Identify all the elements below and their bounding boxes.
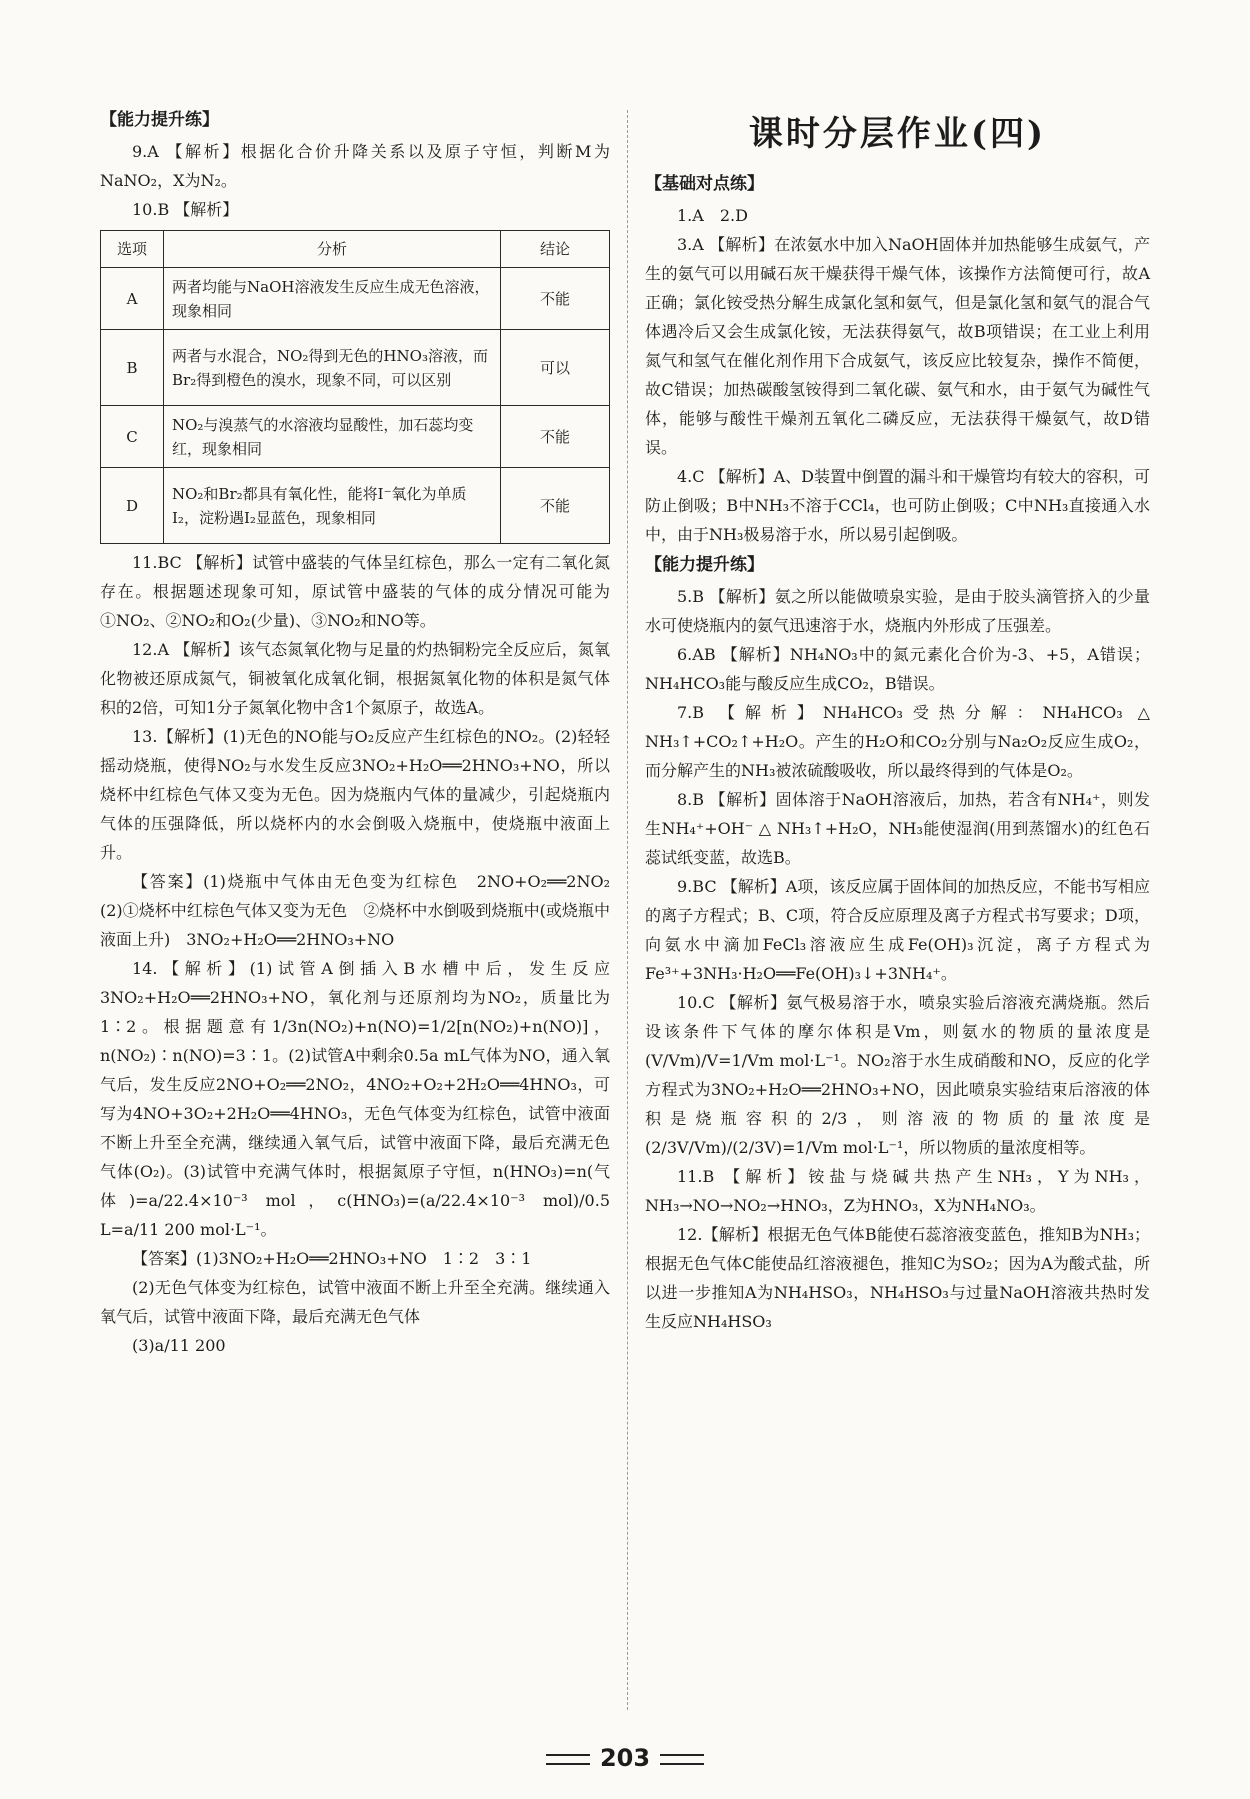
table-header: 选项 [101, 231, 164, 268]
table-row [101, 406, 610, 468]
answer-9: 9.A 【解析】根据化合价升降关系以及原子守恒，判断M为NaNO₂，X为N₂。 [100, 142, 610, 190]
answer-7: 7.B 【解析】NH₄HCO₃受热分解：NH₄HCO₃ △ NH₃↑+CO₂↑+H₂O。产生的H₂O和CO₂分别与Na₂O₂反应生成O₂，而分解产生的NH₃被浓硫酸吸收，所以最终得到的气体是O₂。 [645, 703, 1150, 780]
answer-14-analysis: 14.【解析】(1)试管A倒插入B水槽中后，发生反应3NO₂+H₂O══2HNO₃+NO，氧化剂与还原剂均为NO₂，质量比为1∶2。根据题意有1/3n(NO₂)+n(NO)=1/2[n(NO₂)+n(NO)]，n(NO₂)∶n(NO)=3∶1。(2)试管A中剩余0.5a mL气体为NO，通入氧气后，发生反应2NO+O₂══2NO₂，4NO₂+O₂+2H₂O══4HNO₃，可写为4NO+3O₂+2H₂O══4HNO₃，无色气体变为红棕色，试管中液面不断上升至全充满，继续通入氧气后，试管中液面下降，最后充满无色气体(O₂)。(3)试管中充满气体时，根据氮原子守恒，n(HNO₃)=n(气体)=a/22.4×10⁻³ mol，c(HNO₃)=(a/22.4×10⁻³ mol)/0.5 L=a/11 200 mol·L⁻¹。 [100, 959, 610, 1239]
section-heading-ability: 【能力提升练】 [645, 555, 764, 575]
table-cell-analysis: NO₂和Br₂都具有氧化性，能将I⁻氧化为单质I₂，淀粉遇I₂显蓝色，现象相同 [164, 468, 501, 544]
answer-11: 11.B 【解析】铵盐与烧碱共热产生NH₃，Y为NH₃，NH₃→NO→NO₂→HNO₃，Z为HNO₃，X为NH₄NO₃。 [645, 1167, 1150, 1215]
table-cell-analysis: 两者均能与NaOH溶液发生反应生成无色溶液，现象相同 [164, 268, 501, 330]
page-number [0, 1744, 1250, 1772]
page-number-ornament-left [546, 1754, 590, 1765]
answer-10: 10.B 【解析】 [132, 200, 239, 219]
table-cell-option: A [101, 268, 164, 330]
table-row [101, 330, 610, 406]
table-cell-conclusion: 不能 [501, 468, 610, 544]
table-cell-option: D [101, 468, 164, 544]
right-column [645, 104, 1150, 1336]
table-cell-analysis: 两者与水混合，NO₂得到无色的HNO₃溶液，而Br₂得到橙色的溴水，现象不同，可以区别 [164, 330, 501, 406]
table-row [101, 468, 610, 544]
answer-12: 12.【解析】根据无色气体B能使石蕊溶液变蓝色，推知B为NH₃；根据无色气体C能使品红溶液褪色，推知C为SO₂；因为A为酸式盐，所以进一步推知A为NH₄HSO₃，NH₄HSO₃与过量NaOH溶液共热时发生反应NH₄HSO₃ [645, 1225, 1150, 1331]
table-header: 结论 [501, 231, 610, 268]
answer-14-answer-3: (3)a/11 200 [132, 1336, 226, 1355]
analysis-table [100, 230, 610, 544]
answer-8: 8.B 【解析】固体溶于NaOH溶液后，加热，若含有NH₄⁺，则发生NH₄⁺+OH⁻ △ NH₃↑+H₂O，NH₃能使湿润(用到蒸馏水)的红色石蕊试纸变蓝，故选B。 [645, 790, 1150, 867]
answer-9: 9.BC 【解析】A项，该反应属于固体间的加热反应，不能书写相应的离子方程式；B、C项，符合反应原理及离子方程式书写要求；D项，向氨水中滴加FeCl₃溶液应生成Fe(OH)₃沉淀，离子方程式为Fe³⁺+3NH₃·H₂O══Fe(OH)₃↓+3NH₄⁺。 [645, 877, 1150, 983]
answer-11: 11.BC 【解析】试管中盛装的气体呈红棕色，那么一定有二氧化氮存在。根据题述现象可知，原试管中盛装的气体的成分情况可能为①NO₂、②NO₂和O₂(少量)、③NO₂和NO等。 [100, 553, 610, 630]
answer-6: 6.AB 【解析】NH₄NO₃中的氮元素化合价为-3、+5，A错误；NH₄HCO₃能与酸反应生成CO₂，B错误。 [645, 645, 1150, 693]
answer-3: 3.A 【解析】在浓氨水中加入NaOH固体并加热能够生成氨气，产生的氨气可以用碱石灰干燥获得干燥气体，该操作方法简便可行，故A正确；氯化铵受热分解生成氯化氢和氨气，但是氯化氢和氨气的混合气体遇冷后又会生成氯化铵，无法获得氨气，故B项错误；在工业上利用氮气和氢气在催化剂作用下合成氨气，该反应比较复杂，操作不简便，故C错误；加热碳酸氢铵得到二氧化碳、氨气和水，由于氨气为碱性气体，能够与酸性干燥剂五氧化二磷反应，无法获得干燥氨气，故D错误。 [645, 235, 1150, 457]
answer-13-analysis: 13.【解析】(1)无色的NO能与O₂反应产生红棕色的NO₂。(2)轻轻摇动烧瓶，使得NO₂与水发生反应3NO₂+H₂O══2HNO₃+NO，所以烧杯中红棕色气体又变为无色。因为烧瓶内气体的量减少，引起烧瓶内气体的压强降低，所以烧杯内的水会倒吸入烧瓶中，使烧瓶中液面上升。 [100, 727, 610, 862]
answer-5: 5.B 【解析】氨之所以能做喷泉实验，是由于胶头滴管挤入的少量水可使烧瓶内的氨气迅速溶于水，烧瓶内外形成了压强差。 [645, 587, 1150, 635]
answer-10: 10.C 【解析】氨气极易溶于水，喷泉实验后溶液充满烧瓶。然后设该条件下气体的摩尔体积是Vm，则氨水的物质的量浓度是(V/Vm)/V=1/Vm mol·L⁻¹。NO₂溶于水生成硝酸和NO，反应的化学方程式为3NO₂+H₂O══2HNO₃+NO，因此喷泉实验结束后溶液的体积是烧瓶容积的2/3，则溶液的物质的量浓度是(2/3V/Vm)/(2/3V)=1/Vm mol·L⁻¹，所以物质的量浓度相等。 [645, 993, 1150, 1157]
answer-1-2: 1.A 2.D [677, 206, 748, 225]
answer-4: 4.C 【解析】A、D装置中倒置的漏斗和干燥管均有较大的容积，可防止倒吸；B中NH₃不溶于CCl₄，也可防止倒吸；C中NH₃直接通入水中，由于NH₃极易溶于水，所以易引起倒吸。 [645, 467, 1150, 544]
column-divider [627, 110, 628, 1710]
table-row [101, 268, 610, 330]
page-number-ornament-right [660, 1754, 704, 1765]
section-heading-basic: 【基础对点练】 [645, 174, 764, 194]
table-header-row [101, 231, 610, 268]
answer-13-answer: 【答案】(1)烧瓶中气体由无色变为红棕色 2NO+O₂══2NO₂ (2)①烧杯中红棕色气体又变为无色 ②烧杯中水倒吸到烧瓶中(或烧瓶中液面上升) 3NO₂+H₂O══2HNO₃+NO [100, 872, 627, 949]
page-number-text: 203 [599, 1744, 651, 1772]
answer-14-answer-2: (2)无色气体变为红棕色，试管中液面不断上升至全充满。继续通入氧气后，试管中液面下降，最后充满无色气体 [100, 1278, 610, 1326]
table-cell-analysis: NO₂与溴蒸气的水溶液均显酸性，加石蕊均变红，现象相同 [164, 406, 501, 468]
answer-12: 12.A 【解析】该气态氮氧化物与足量的灼热铜粉完全反应后，氮氧化物被还原成氮气，铜被氧化成氧化铜，根据氮氧化物的体积是氮气体积的2倍，可知1分子氮氧化物中含1个氮原子，故选A。 [100, 640, 610, 717]
left-column [100, 104, 627, 1360]
table-cell-option: C [101, 406, 164, 468]
page-title: 课时分层作业(四) [748, 114, 1047, 154]
answer-14-answer-1: 【答案】(1)3NO₂+H₂O══2HNO₃+NO 1∶2 3∶1 [132, 1249, 532, 1268]
table-cell-conclusion: 可以 [501, 330, 610, 406]
section-heading-ability: 【能力提升练】 [100, 110, 219, 130]
table-cell-option: B [101, 330, 164, 406]
table-header: 分析 [164, 231, 501, 268]
table-cell-conclusion: 不能 [501, 406, 610, 468]
table-cell-conclusion: 不能 [501, 268, 610, 330]
